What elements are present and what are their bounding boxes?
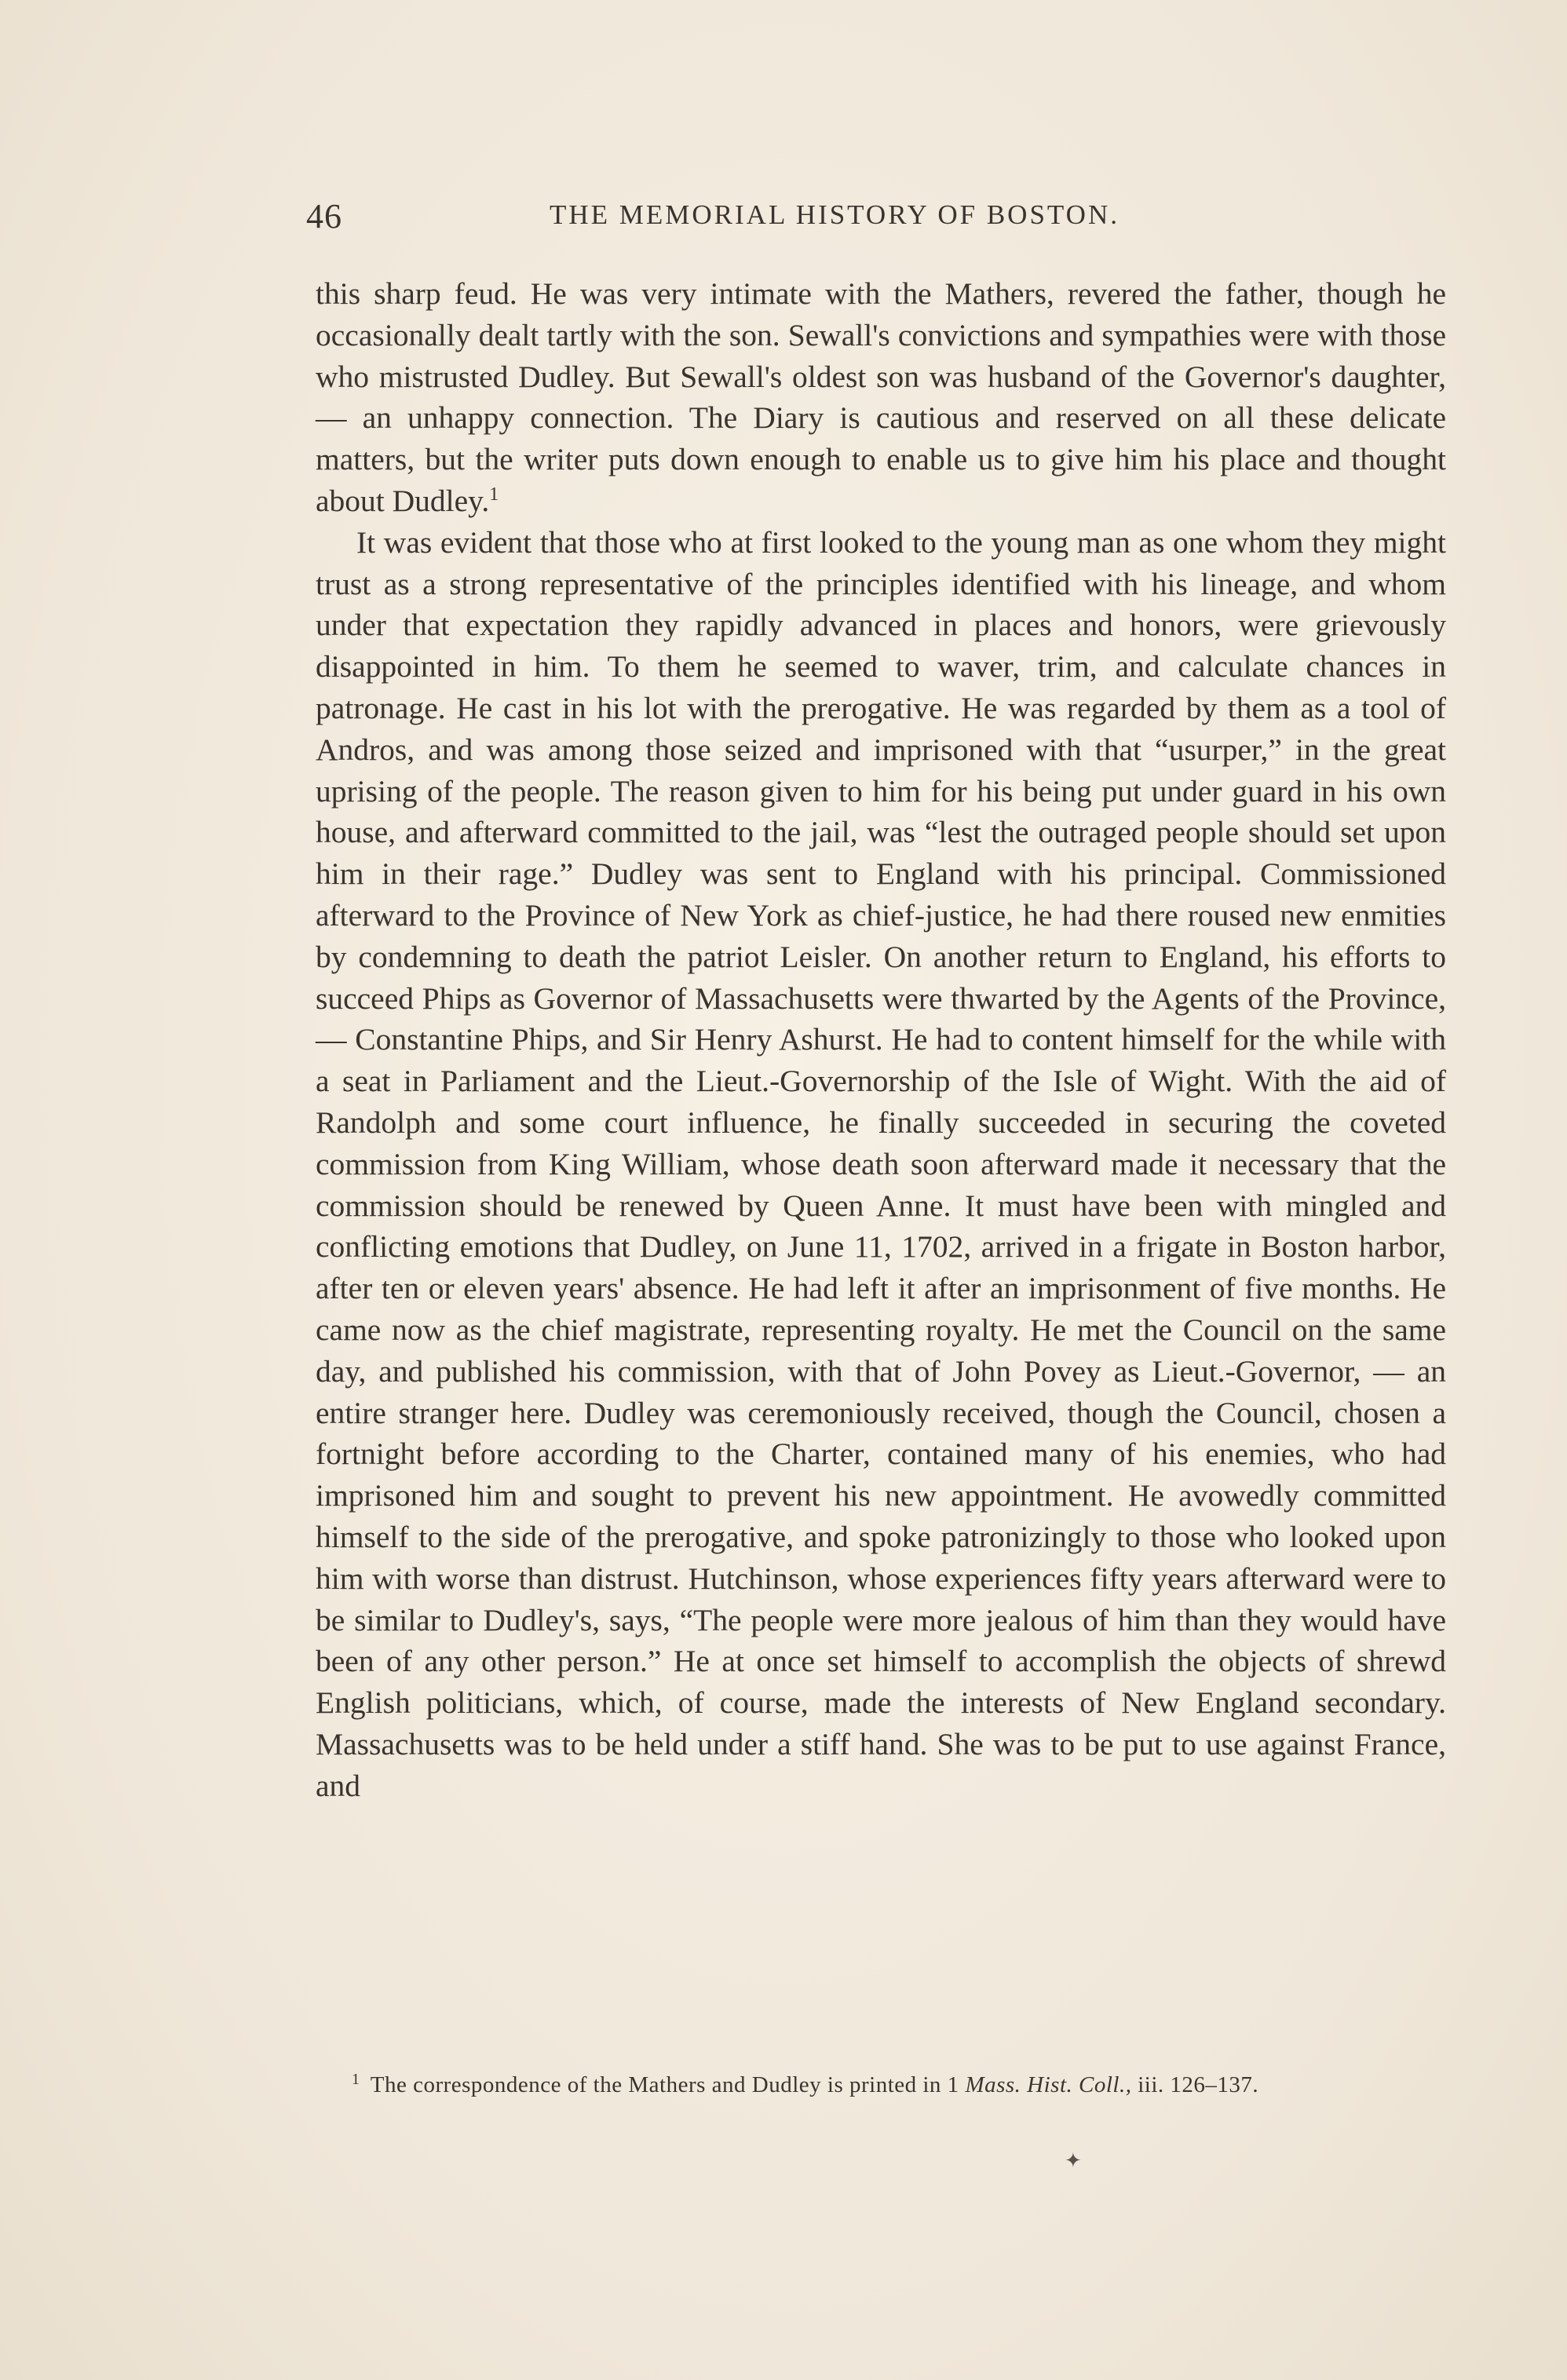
footnote-marker: 1	[352, 2071, 360, 2088]
paragraph-2: It was evident that those who at first looked to the young man as one whom they might trust as a strong representative of the principles identified with his lineage, and whom under that expectation they rapidly advanced in places and honors, were grievously disappointed in him. To them he seemed to waver, trim, and calculate chances in patronage. He cast in his lot with the prerogative. He was regarded by them as a tool of Andros, and was among those seized and imprisoned with that “usurper,” in the great uprising of the people. The reason given to him for his being put under guard in his own house, and afterward committed to the jail, was “lest the outraged people should set upon him in their rage.” Dudley was sent to England with his principal. Commissioned afterward to the Province of New York as chief-justice, he had there roused new enmities by condemning to death the patriot Leisler. On another return to England, his efforts to succeed Phips as Governor of Massachusetts were thwarted by the Agents of the Province, — Constantine Phips, and Sir Henry Ashurst. He had to content himself for the while with a seat in Parliament and the Lieut.-Governorship of the Isle of Wight. With the aid of Randolph and some court influence, he finally succeeded in securing the coveted commission from King William, whose death soon afterward made it necessary that the commission should be renewed by Queen Anne. It must have been with mingled and conflicting emotions that Dudley, on June 11, 1702, arrived in a frigate in Boston harbor, after ten or eleven years' absence. He had left it after an imprisonment of five months. He came now as the chief magistrate, representing royalty. He met the Council on the same day, and published his commission, with that of John Povey as Lieut.-Governor, — an entire stranger here. Dudley was ceremoniously received, though the Council, chosen a fortnight before according to the Charter, contained many of his enemies, who had imprisoned him and sought to prevent his new appointment. He avowedly committed himself to the side of the prerogative, and spoke patronizingly to those who looked upon him with worse than distrust. Hutchinson, whose experiences fifty years afterward were to be similar to Dudley's, says, “The people were more jealous of him than they would have been of any other person.” He at once set himself to accomplish the objects of shrewd English politicians, which, of course, made the interests of New England secondary. Massachusetts was to be held under a stiff hand. She was to be put to use against France, and	[316, 524, 1446, 1803]
footnote	[316, 2069, 1446, 2101]
paragraph-1-text: this sharp feud. He was very intimate with the Mathers, revered the father, though he occasionally dealt tartly with the son. Sewall's convictions and sympathies were with those who mistrusted Dudley. But Sewall's oldest son was husband of the Governor's daughter, — an unhappy connection. The Diary is cautious and reserved on all these delicate matters, but the writer puts down enough to enable us to give him his place and thought about Dudley.	[316, 276, 1446, 518]
printer-ornament-icon: ✦	[1065, 2149, 1082, 2172]
footnote-text: The correspondence of the Mathers and Dudley is printed in 1	[370, 2072, 959, 2097]
footnote-pages: iii. 126–137.	[1138, 2072, 1259, 2097]
body-text	[316, 273, 1446, 1806]
page-number: 46	[306, 197, 342, 235]
footnote-source: Mass. Hist. Coll.,	[965, 2072, 1132, 2097]
footnote-reference: 1	[489, 484, 499, 505]
running-title: THE MEMORIAL HISTORY OF BOSTON.	[550, 199, 1120, 230]
paragraph-1	[316, 273, 1446, 522]
running-head	[306, 190, 1248, 245]
